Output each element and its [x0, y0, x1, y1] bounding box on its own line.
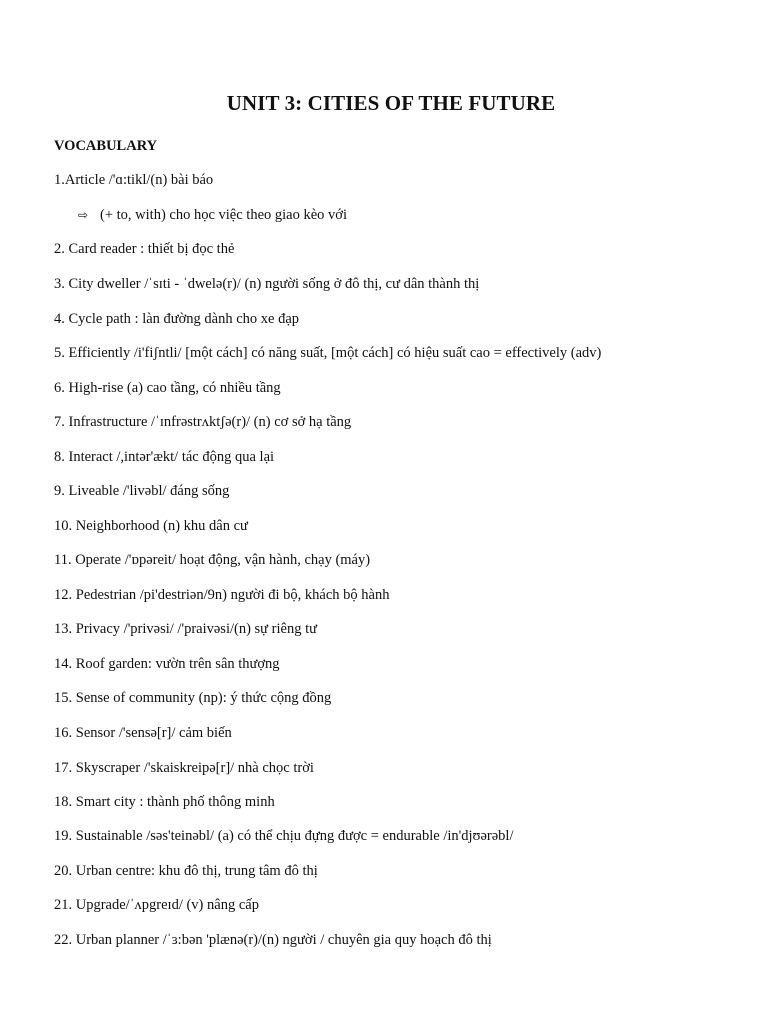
vocab-entry: 16. Sensor /'sensə[r]/ cảm biến [54, 725, 232, 741]
arrow-icon: ⇨ [78, 208, 89, 222]
vocab-sub-entry-text: (+ to, with) cho học việc theo giao kèo với [100, 207, 347, 223]
vocab-sub-entry [78, 207, 347, 224]
vocab-entry: 4. Cycle path : làn đường dành cho xe đạp [54, 311, 300, 327]
vocab-entry: 8. Interact /,intər'ækt/ tác động qua lại [54, 449, 275, 465]
vocab-entry: 7. Infrastructure /ˈɪnfrəstrʌktʃə(r)/ (n) cơ sở hạ tầng [54, 414, 352, 430]
vocab-entry: 15. Sense of community (np): ý thức cộng đồng [54, 690, 332, 706]
vocab-entry: 3. City dweller /ˈsɪti - ˈdwelə(r)/ (n) người sống ở đô thị, cư dân thành thị [54, 276, 480, 292]
vocab-entry: 14. Roof garden: vườn trên sân thượng [54, 656, 280, 672]
vocab-entry: 12. Pedestrian /pi'destriən/9n) người đi bộ, khách bộ hành [54, 587, 390, 603]
vocab-entry: 13. Privacy /'privəsi/ /'praivəsi/(n) sự riêng tư [54, 621, 317, 637]
vocab-entry: 1.Article /'ɑ:tikl/(n) bài báo [54, 172, 214, 188]
section-heading-vocabulary: VOCABULARY [54, 138, 158, 154]
vocab-entry: 21. Upgrade/ˈʌpgreɪd/ (v) nâng cấp [54, 897, 259, 913]
page-title: UNIT 3: CITIES OF THE FUTURE [226, 91, 556, 115]
vocab-entry: 11. Operate /'ɒpəreit/ hoạt động, vận hành, chạy (máy) [54, 552, 371, 568]
vocab-entry: 17. Skyscraper /'skaiskreipə[r]/ nhà chọc trời [54, 760, 314, 776]
vocab-entry: 9. Liveable /'livəbl/ đáng sống [54, 483, 230, 499]
vocab-entry: 10. Neighborhood (n) khu dân cư [54, 518, 248, 534]
vocab-entry: 5. Efficiently /i'fiʃntli/ [một cách] có năng suất, [một cách] có hiệu suất cao = effectively (adv) [54, 345, 602, 361]
vocab-entry: 2. Card reader : thiết bị đọc thẻ [54, 241, 235, 257]
vocab-entry: 22. Urban planner /ˈɜ:bən 'plænə(r)/(n) người / chuyên gia quy hoạch đô thị [54, 932, 492, 948]
vocab-entry: 6. High-rise (a) cao tầng, có nhiều tầng [54, 380, 281, 396]
vocab-entry: 18. Smart city : thành phố thông minh [54, 794, 275, 810]
vocab-entry: 19. Sustainable /səs'teinəbl/ (a) có thể chịu đựng được = endurable /in'djʊərəbl/ [54, 828, 514, 844]
vocab-entry: 20. Urban centre: khu đô thị, trung tâm đô thị [54, 863, 318, 879]
